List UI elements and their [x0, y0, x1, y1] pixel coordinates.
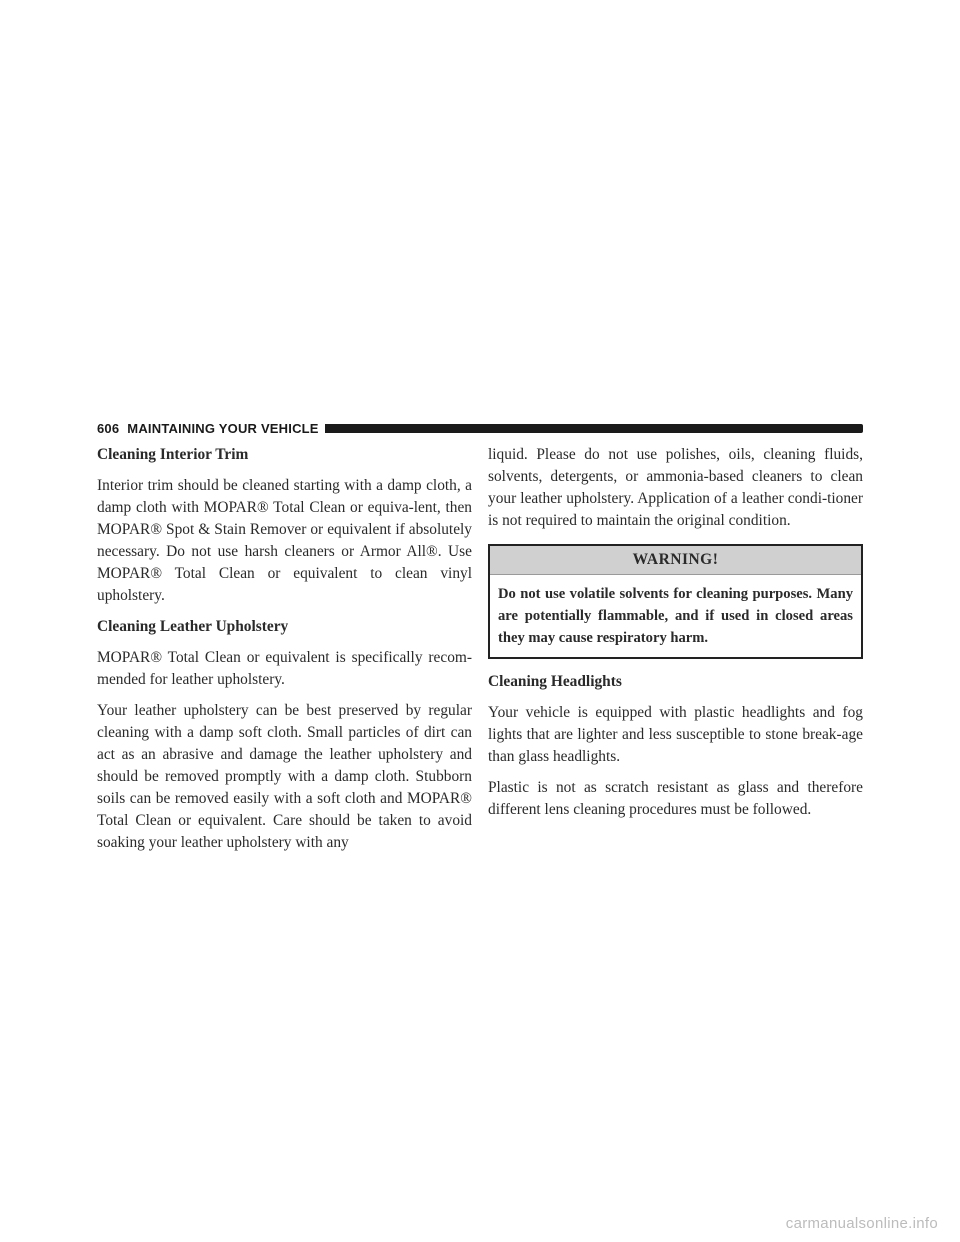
paragraph-interior-trim: Interior trim should be cleaned starting with a damp cloth, a damp cloth with MOPAR® Total Clean or equiva-lent, then MOPAR® Spot & Stain Remover or equivalent if absolutely necessary. Do not use harsh cleaners or Armor All®. Use MOPAR® Total Clean or equivalent to clean vinyl upholstery.: [97, 477, 472, 604]
warning-box: [488, 544, 863, 659]
paragraph-leather-care-continued: liquid. Please do not use polishes, oils, cleaning fluids, solvents, detergents, or ammonia-based cleaners to clean your leather upholstery. Application of a leather condi-tioner is not required to maintain the original condition.: [488, 446, 863, 529]
paragraph-leather-care: Your leather upholstery can be best preserved by regular cleaning with a damp soft cloth. Small particles of dirt can act as an abrasive and damage the leather upholstery and should be removed promptly with a damp cloth. Stubborn soils can be removed easily with a soft cloth and MOPAR® Total Clean or equivalent. Care should be taken to avoid soaking your leather upholstery with any: [97, 702, 472, 851]
left-column: [97, 444, 472, 863]
page-number: 606: [97, 420, 120, 436]
paragraph-leather-recommendation: MOPAR® Total Clean or equivalent is specifically recom-mended for leather upholstery.: [97, 649, 472, 688]
section-title: MAINTAINING YOUR VEHICLE: [127, 420, 319, 436]
header-rule: [325, 424, 863, 433]
heading-cleaning-headlights: Cleaning Headlights: [488, 673, 622, 690]
right-column: [488, 444, 863, 830]
warning-text: Do not use volatile solvents for cleaning purposes. Many are potentially flammable, and if used in closed areas they may cause respiratory harm.: [498, 586, 853, 646]
page-header: [97, 419, 863, 437]
heading-cleaning-leather-upholstery: Cleaning Leather Upholstery: [97, 618, 289, 635]
paragraph-headlights-material: Your vehicle is equipped with plastic headlights and fog lights that are lighter and less susceptible to stone break-age than glass headlights.: [488, 704, 863, 765]
watermark: carmanualsonline.info: [785, 1215, 938, 1232]
paragraph-headlights-procedure: Plastic is not as scratch resistant as glass and therefore different lens cleaning procedures must be followed.: [488, 779, 863, 818]
heading-cleaning-interior-trim: Cleaning Interior Trim: [97, 446, 249, 463]
warning-title: WARNING!: [490, 546, 861, 575]
